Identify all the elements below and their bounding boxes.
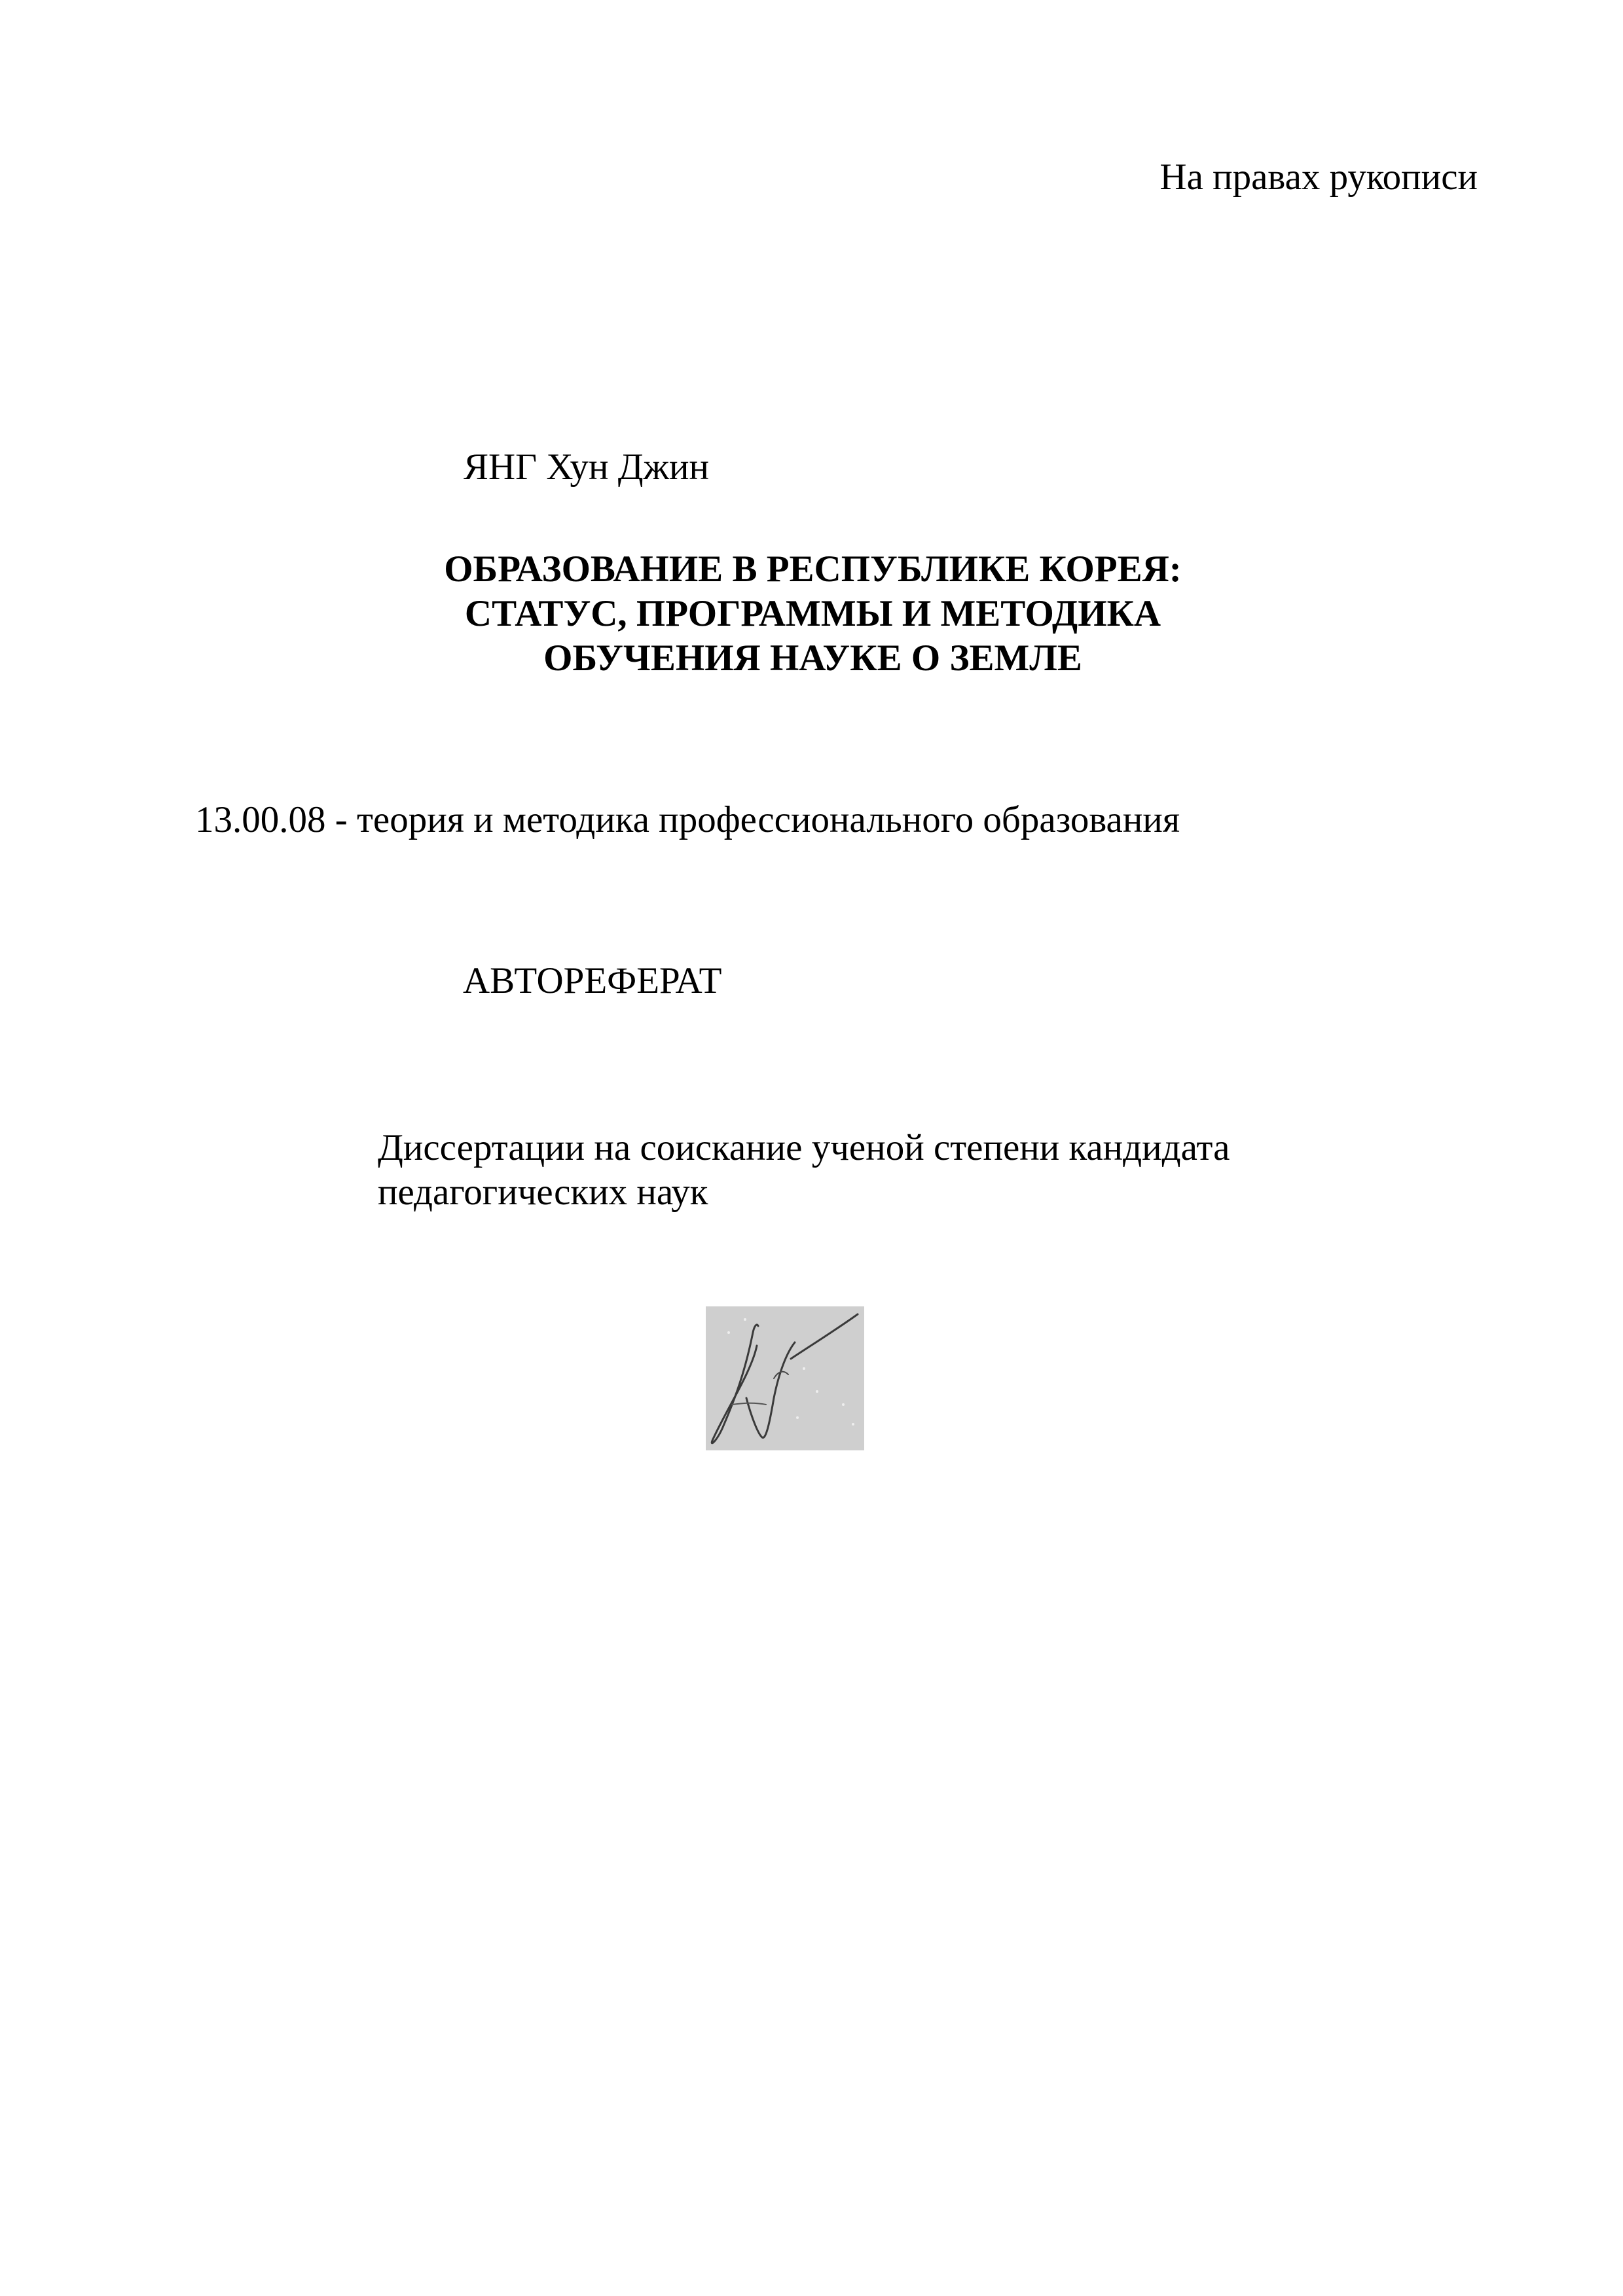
title-line: СТАТУС, ПРОГРАММЫ И МЕТОДИКА [464, 593, 1161, 634]
signature-stroke-icon [706, 1306, 864, 1450]
specialty-code: 13.00.08 - теория и методика профессионального образования [195, 799, 1180, 840]
title-line: ОБУЧЕНИЯ НАУКЕ О ЗЕМЛЕ [543, 637, 1082, 679]
signature-icon [706, 1306, 864, 1450]
author-name: ЯНГ Хун Джин [464, 446, 710, 488]
rights-note: На правах рукописи [1159, 156, 1478, 198]
document-title [0, 547, 1623, 681]
document-type: АВТОРЕФЕРАТ [463, 960, 722, 1001]
degree-line: педагогических наук [378, 1172, 708, 1213]
title-line: ОБРАЗОВАНИЕ В РЕСПУБЛИКЕ КОРЕЯ: [444, 548, 1182, 590]
degree-line: Диссертации на соискание ученой степени кандидата [378, 1127, 1230, 1168]
degree-statement [378, 1126, 1230, 1215]
